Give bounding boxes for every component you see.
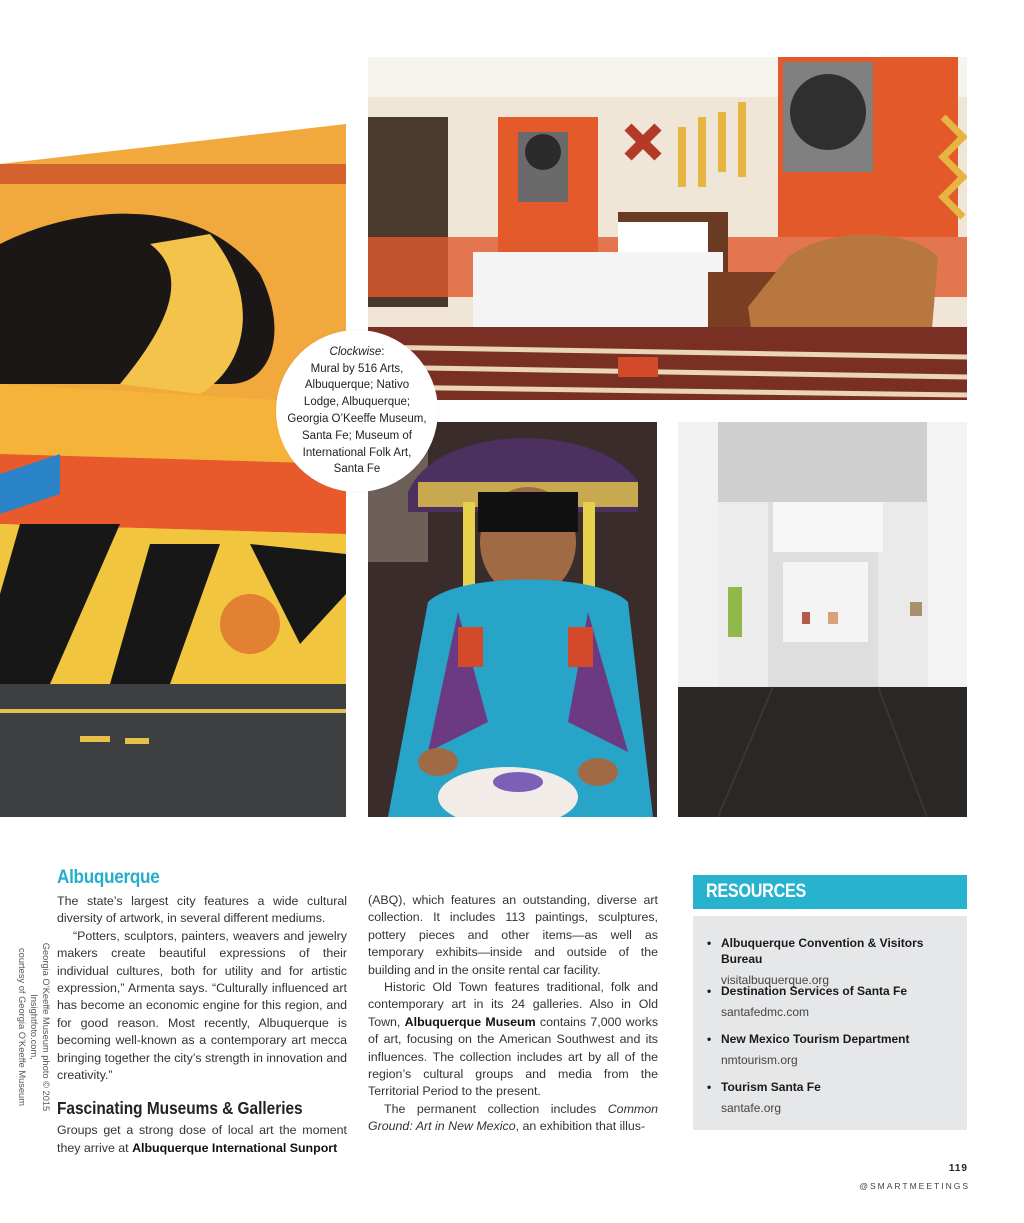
resource-item: [707, 1031, 957, 1068]
mural-photo: [0, 124, 346, 817]
page-number: 119: [948, 1163, 968, 1174]
paragraph: “Potters, sculptors, painters, weavers and jewelry makers create beautiful expressions of their individual cultures, both for utility and for artistic expression,” Armenta says. “Culturally influenced art has become an economic engine for this region, and for good reason. Most recently, Albuquerque is becoming well-known as a contemporary art mecca bringing together the city’s strength in innovation and creativity.”: [57, 928, 347, 1083]
magazine-handle: @SMARTMEETINGS: [859, 1181, 970, 1191]
resources-title: RESOURCES: [706, 881, 807, 902]
article-column-1: [57, 865, 347, 1157]
paragraph: Historic Old Town features traditional, folk and contemporary art in its 24 galleries. Also in Old Town, Albuquerque Museum contains 7,000 works of art, focusing on the American Southwest and its influences. The collection includes art by all of the region’s cultural groups and media from the Territorial Period to the present.: [368, 980, 659, 1099]
caption-line: Santa Fe; Museum of: [302, 429, 412, 442]
museum-name: Albuquerque Museum: [404, 1014, 536, 1029]
resource-name: • Albuquerque Convention & Visitors Bureau: [707, 935, 957, 967]
credit-line-2: courtesy of Georgia O’Keeffe Museum: [17, 948, 27, 1106]
resource-link[interactable]: santafe.org: [721, 1101, 782, 1115]
photo-caption: Clockwise: Mural by 516 Arts, Albuquerque; Nativo Lodge, Albuquerque; Georgia O’Keeffe Museum, Santa Fe; Museum of International Folk Art, Santa Fe: [276, 330, 438, 492]
caption-line: International Folk Art,: [302, 446, 412, 459]
resource-link[interactable]: visitalbuquerque.org: [721, 973, 830, 987]
exhibition-title: Common Ground: Art in New Mexico: [368, 1101, 658, 1134]
caption-lead: Clockwise: [329, 345, 382, 358]
article-column-2: [368, 892, 658, 1136]
section-heading: Albuquerque: [57, 867, 160, 888]
photo-credit: [16, 922, 52, 1132]
resources-header: [693, 875, 967, 909]
caption-line: Lodge, Albuquerque;: [303, 396, 411, 409]
credit-line-1: Georgia O’Keeffe Museum photo © 2015 Insightfoto.com,: [29, 942, 51, 1112]
paragraph: The permanent collection includes Common Ground: Art in New Mexico, an exhibition that illus-: [368, 1101, 658, 1134]
sunport-name: Albuquerque International Sunport: [132, 1140, 338, 1155]
caption-line: Mural by 516 Arts,: [310, 362, 404, 375]
subheading: Fascinating Museums & Galleries: [57, 1098, 303, 1119]
resource-link[interactable]: santafedmc.com: [721, 1005, 810, 1019]
resource-item: [707, 983, 957, 1020]
folk-art-photo: [368, 422, 657, 817]
resource-name: • Destination Services of Santa Fe: [707, 983, 957, 999]
paragraph: Groups get a strong dose of local art the moment they arrive at Albuquerque International Sunport: [57, 1123, 347, 1155]
paragraph: The state’s largest city features a wide cultural diversity of artwork, in several different mediums.: [57, 894, 347, 926]
resources-list: [693, 916, 967, 1130]
caption-line: Georgia O’Keeffe Museum,: [287, 413, 427, 425]
paragraph: (ABQ), which features an outstanding, diverse art collection. It includes 113 paintings, sculptures, pottery pieces and other items—as well as temporary exhibits—inside and outside of the building and in the onsite rental car facility.: [368, 893, 658, 977]
resource-name: • Tourism Santa Fe: [707, 1079, 957, 1095]
hotel-room-photo: [368, 57, 967, 400]
caption-line: Albuquerque; Nativo: [304, 379, 410, 392]
gallery-photo: [678, 422, 967, 817]
resource-link[interactable]: nmtourism.org: [721, 1053, 798, 1067]
caption-line: Santa Fe: [333, 463, 381, 476]
resource-name: • New Mexico Tourism Department: [707, 1031, 957, 1047]
resource-item: [707, 1079, 957, 1116]
resource-item: [707, 935, 957, 988]
